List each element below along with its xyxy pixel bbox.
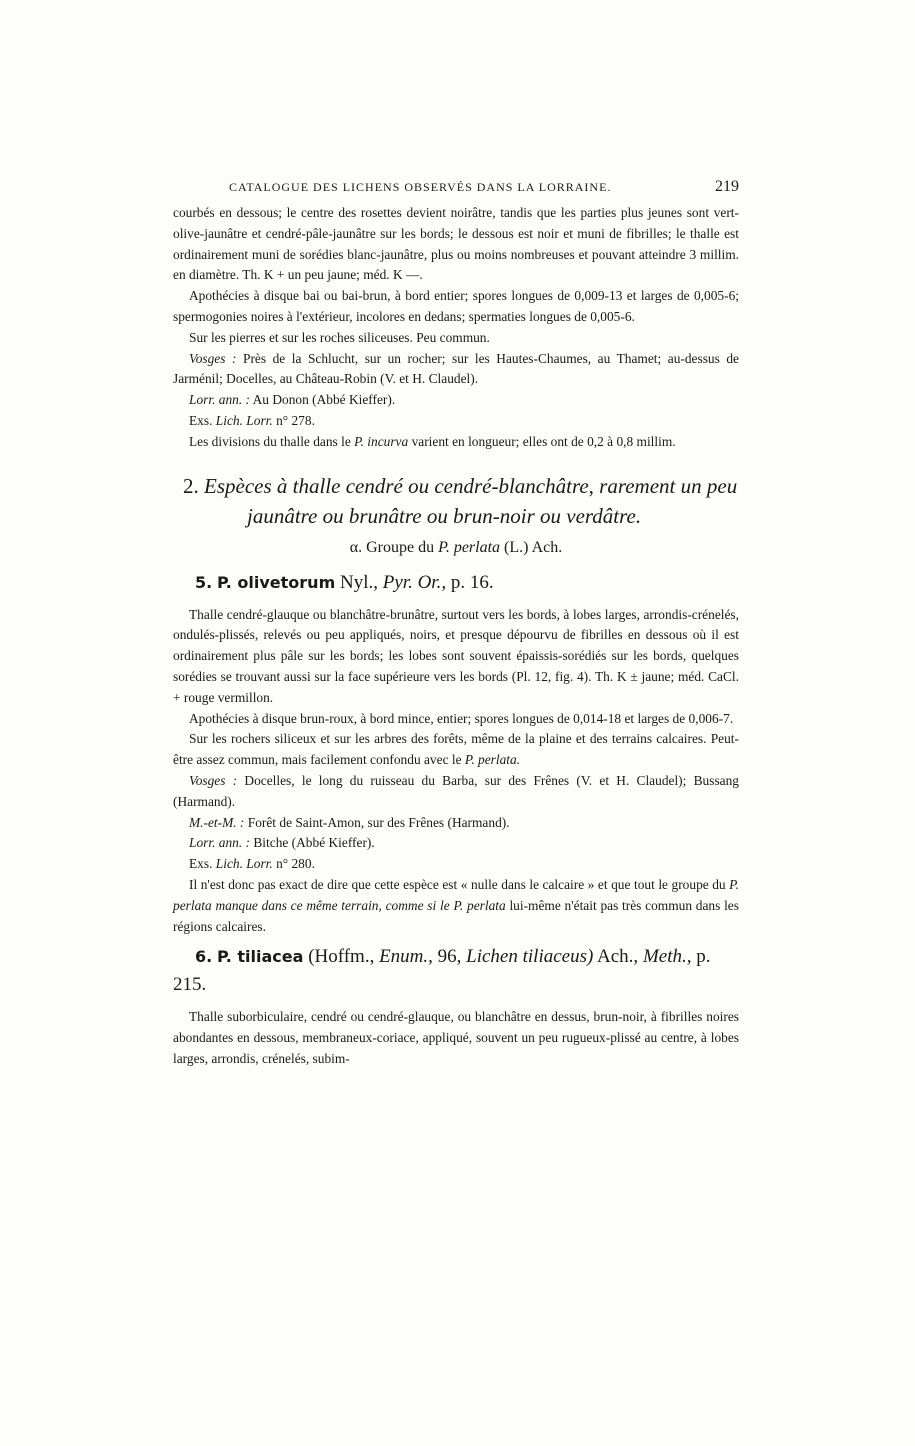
exsiccata-label: Lich. Lorr. (215, 856, 273, 872)
locality-text: Près de la Schlucht, sur un rocher; sur les Hautes-Chaumes, au Thamet; au-dessus de Jarménil; Docelles, au Château-Robin (V. et H. Claudel). (173, 350, 739, 387)
page (173, 178, 739, 1070)
species-author: Ach., (597, 946, 639, 968)
species-reference: Pyr. Or., (382, 571, 447, 593)
species-heading (173, 569, 739, 597)
paragraph (173, 411, 739, 432)
paragraph (173, 854, 739, 875)
taxon-name: P. perlata (173, 876, 739, 913)
section-title-line1: Espèces à thalle cendré ou cendré-blanchâtre, rarement un peu (204, 473, 738, 498)
taxon-name: P. perlata. (464, 752, 521, 768)
paragraph (173, 729, 739, 771)
paragraph (173, 390, 739, 411)
species-number: 6. (195, 947, 213, 967)
running-head (229, 178, 739, 196)
paragraph: Apothécies à disque brun-roux, à bord mince, entier; spores longues de 0,014-18 et larges de 0,006-7. (189, 710, 734, 726)
paragraph: Thalle suborbiculaire, cendré ou cendré-glauque, ou blanchâtre en dessus, brun-noir, à fibrilles noires abondantes en dessous, membraneux-coriace, appliqué, souvent un peu rugueux-plissé au centre, à lobes larges, arrondis, crénelés, subim- (173, 1009, 739, 1066)
exsiccata-number: n° 278. (276, 412, 315, 428)
region-label: Lorr. ann. : (189, 392, 251, 408)
paragraph: Thalle cendré-glauque ou blanchâtre-brunâtre, surtout vers les bords, à lobes larges, arrondis-crénelés, ondulés-plissés, relevés ou peu appliqués, noirs, et presque dépourvu de fibrilles en dessous où il est ordinairement plus pâle sur les bords; les lobes sont souvent épaissis-sorédiés sur les bords, quelques sorédies se trouvant aussi sur la face supérieure vers les bords (Pl. 12, fig. 4). Th. K ± jaune; méd. CaCl. + rouge vermillon. (173, 606, 739, 705)
exsiccata-prefix: Exs. (189, 412, 213, 428)
paragraph (173, 432, 739, 453)
region-label: M.-et-M. : (189, 814, 245, 830)
locality-text: Au Donon (Abbé Kieffer). (252, 392, 396, 408)
page-number: 219 (715, 178, 739, 195)
paragraph: Apothécies à disque bai ou bai-brun, à bord entier; spores longues de 0,009-13 et larges de 0,005-6; spermogonies noires à l'extérieur, incolores en dedans; spermaties longues de 0,005-6. (173, 288, 739, 324)
species-name: P. tiliacea (216, 947, 304, 967)
species-reference: Meth., (642, 946, 692, 968)
taxon-name: P. perlata (438, 538, 501, 556)
paragraph: courbés en dessous; le centre des rosettes devient noirâtre, tandis que les parties plus jeunes sont vert-olive-jaunâtre et cendré-pâle-jaunâtre sur les bords; le dessous est noir et muni de fibrilles; le thalle est ordinairement muni de sorédies blanc-jaunâtre, plus ou moins nombreuses et pouvant atteindre 3 millim. en diamètre. Th. K + un peu jaune; méd. K —. (173, 205, 739, 283)
group-heading (173, 539, 739, 557)
species-name: P. olivetorum (216, 572, 336, 592)
species-page: p. 16. (450, 571, 494, 593)
region-label: Vosges : (189, 350, 237, 366)
exsiccata-number: n° 280. (276, 856, 315, 872)
paragraph (173, 875, 739, 937)
locality-text: Docelles, le long du ruisseau du Barba, sur des Frênes (V. et H. Claudel); Bussang (Harmand). (173, 772, 739, 809)
region-label: Vosges : (189, 772, 238, 788)
group-suffix: (L.) Ach. (504, 538, 563, 556)
paragraph: Sur les pierres et sur les roches siliceuses. Peu commun. (189, 329, 490, 345)
paragraph (173, 833, 739, 854)
section-heading (173, 471, 739, 531)
taxon-name: P. perlata (453, 897, 506, 913)
exsiccata-prefix: Exs. (189, 856, 213, 872)
paragraph (173, 813, 739, 834)
species-author: (Hoffm., (308, 946, 375, 968)
text-run: Sur les rochers siliceux et sur les arbres des forêts, même de la plaine et des terrains calcaires. Peut-être assez commun, mais facilement confondu avec le (173, 731, 739, 768)
text-run: Les divisions du thalle dans le (189, 433, 351, 449)
locality-text: Forêt de Saint-Amon, sur des Frênes (Harmand). (247, 814, 510, 830)
exsiccata-label: Lich. Lorr. (215, 412, 273, 428)
locality-text: Bitche (Abbé Kieffer). (253, 835, 375, 851)
section-title-line2: jaunâtre ou brunâtre ou brun-noir ou verdâtre. (247, 503, 642, 528)
paragraph (173, 349, 739, 391)
group-prefix: α. Groupe du (349, 538, 435, 556)
section-number: 2. (183, 473, 199, 498)
species-page: p. 215. (173, 946, 711, 996)
paragraph (173, 771, 739, 813)
running-title: CATALOGUE DES LICHENS OBSERVÉS DANS LA LORRAINE. (229, 180, 612, 194)
species-synonym: Lichen tiliaceus) (466, 946, 594, 968)
taxon-name: P. incurva (354, 433, 409, 449)
species-author: Nyl., (340, 571, 378, 593)
text-run: Il n'est donc pas exact de dire que cette espèce est « nulle dans le calcaire » et que tout le groupe du (189, 876, 726, 892)
text-run: varient en longueur; elles ont de 0,2 à 0,8 millim. (411, 433, 676, 449)
species-heading (173, 943, 739, 999)
text-run: manque dans ce même terrain, comme si le (215, 897, 450, 913)
region-label: Lorr. ann. : (189, 835, 251, 851)
text-run: lui-même n'était pas très commun dans les régions calcaires. (173, 897, 739, 934)
species-reference: Enum., (379, 946, 433, 968)
species-page: 96, (437, 946, 462, 968)
species-number: 5. (195, 572, 213, 592)
